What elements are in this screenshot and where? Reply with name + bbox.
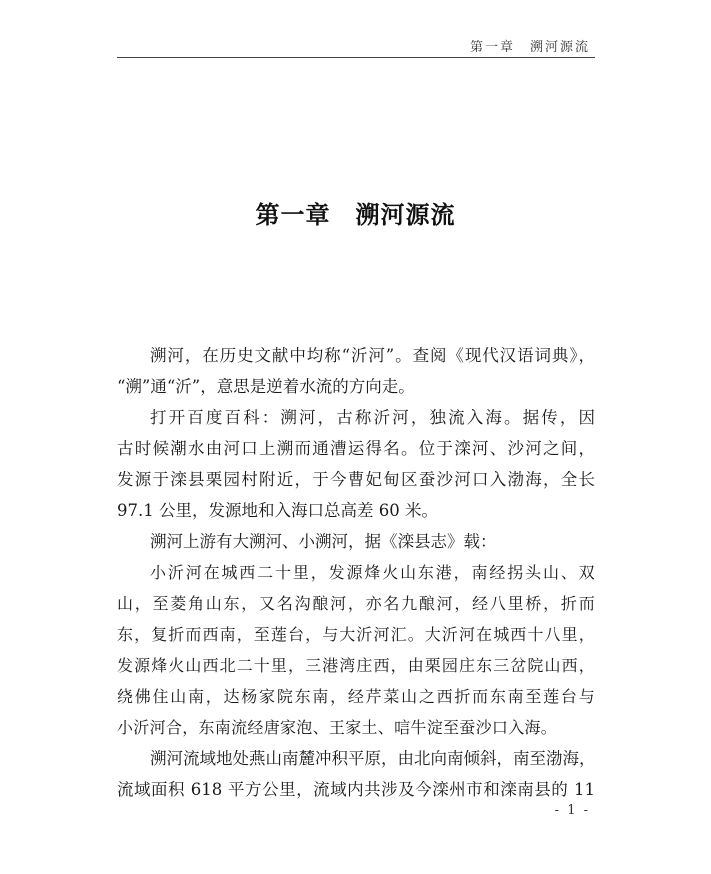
quoted-passage — [117, 557, 595, 743]
text-line: 发源于滦县栗园村附近，于今曹妃甸区蚕沙河口入渤海，全长 — [117, 470, 595, 489]
paragraph-1 — [117, 340, 595, 402]
text-line: 溯河流域地处燕山南麓冲积平原，由北向南倾斜，南至渤海， — [150, 749, 595, 768]
quote-line: 小沂河在城西二十里，发源烽火山东港，南经拐头山、双 — [150, 563, 595, 582]
text-line: 古时候潮水由河口上溯而通漕运得名。位于滦河、沙河之间， — [117, 439, 595, 458]
text-line: “溯”通“沂”，意思是逆着水流的方向走。 — [117, 377, 415, 396]
quote-line: 发源烽火山西北二十里，三港湾庄西，由栗园庄东三岔院山西， — [117, 656, 595, 675]
paragraph-2 — [117, 402, 595, 526]
quote-line: 小沂河合，东南流经唐家泡、王家土、唁牛淀至蚕沙口入海。 — [117, 718, 558, 737]
text-line: 流域面积 618 平方公里，流域内共涉及今滦州市和滦南县的 11 — [117, 780, 595, 799]
paragraph-3 — [117, 526, 595, 557]
paragraph-4 — [117, 743, 595, 805]
page-number: - 1 - — [554, 803, 590, 818]
running-header: 第一章 溯河源流 — [469, 40, 590, 55]
body-text — [117, 340, 595, 805]
quote-line: 山，至菱角山东，又名沟酿河，亦名九酿河，经八里桥，折而 — [117, 594, 595, 613]
text-line: 溯河，在历史文献中均称“沂河”。查阅《现代汉语词典》， — [150, 346, 595, 365]
header-rule — [117, 57, 595, 58]
quote-line: 东，复折而西南，至莲台，与大沂河汇。大沂河在城西十八里， — [117, 625, 595, 644]
text-line: 97.1 公里，发源地和入海口总高差 60 米。 — [117, 501, 438, 520]
chapter-title: 第一章 溯河源流 — [255, 200, 456, 229]
text-line: 溯河上游有大溯河、小溯河，据《滦县志》载： — [150, 532, 497, 551]
quote-line: 绕佛住山南，达杨家院东南，经芹菜山之西折而东南至莲台与 — [117, 687, 595, 706]
text-line: 打开百度百科：溯河，古称沂河，独流入海。据传，因 — [150, 408, 595, 427]
